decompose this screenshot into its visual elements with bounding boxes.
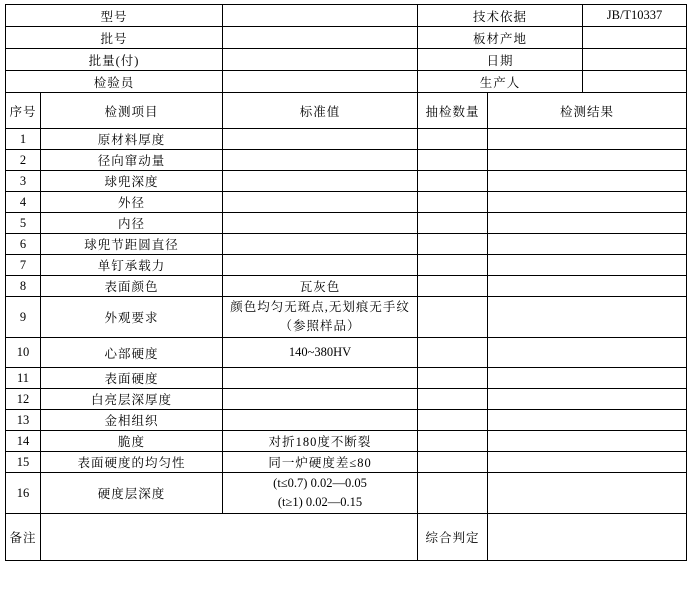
info-row-model [6,5,687,27]
standard-value [223,389,418,410]
item-name: 表面颜色 [41,276,223,297]
sample-qty-cell[interactable] [418,431,488,452]
info-row-batch-no [6,27,687,49]
item-name: 表面硬度 [41,368,223,389]
footer-row [6,514,687,561]
row-no: 16 [6,473,41,514]
batch-qty-value[interactable] [223,49,418,71]
remarks-value[interactable] [41,514,418,561]
inspection-row [6,473,687,514]
date-label: 日期 [418,49,583,71]
inspection-row [6,192,687,213]
result-cell[interactable] [488,473,687,514]
standard-value [223,255,418,276]
item-name: 外观要求 [41,297,223,338]
inspector-label: 检验员 [6,71,223,93]
result-cell[interactable] [488,150,687,171]
tech-standard-value: JB/T10337 [583,5,687,27]
standard-value [223,213,418,234]
item-name: 脆度 [41,431,223,452]
sample-qty-cell[interactable] [418,255,488,276]
info-row-inspector [6,71,687,93]
row-no: 4 [6,192,41,213]
row-no: 5 [6,213,41,234]
row-no: 8 [6,276,41,297]
judgement-label: 综合判定 [418,514,488,561]
item-name: 球兜深度 [41,171,223,192]
inspection-row [6,150,687,171]
standard-value: 瓦灰色 [223,276,418,297]
material-origin-label: 板材产地 [418,27,583,49]
batch-qty-label: 批量(付) [6,49,223,71]
row-no: 6 [6,234,41,255]
row-no: 11 [6,368,41,389]
standard-value [223,368,418,389]
sample-qty-cell[interactable] [418,150,488,171]
standard-line-1: (t≤0.7) 0.02—0.05 [273,476,367,491]
info-row-batch-qty [6,49,687,71]
remarks-label: 备注 [6,514,41,561]
result-cell[interactable] [488,368,687,389]
inspector-value[interactable] [223,71,418,93]
sample-qty-cell[interactable] [418,452,488,473]
batch-no-value[interactable] [223,27,418,49]
inspection-row [6,410,687,431]
row-no: 12 [6,389,41,410]
sample-qty-cell[interactable] [418,410,488,431]
row-no: 15 [6,452,41,473]
standard-value [223,234,418,255]
row-no: 9 [6,297,41,338]
producer-label: 生产人 [418,71,583,93]
material-origin-value[interactable] [583,27,687,49]
sample-qty-cell[interactable] [418,389,488,410]
sample-qty-cell[interactable] [418,297,488,338]
sample-qty-cell[interactable] [418,171,488,192]
item-name: 外径 [41,192,223,213]
standard-value [223,297,418,338]
row-no: 7 [6,255,41,276]
item-name: 硬度层深度 [41,473,223,514]
inspection-form-table [5,4,687,561]
inspection-row [6,389,687,410]
model-label: 型号 [6,5,223,27]
row-no: 2 [6,150,41,171]
standard-value [223,473,418,514]
item-name: 表面硬度的均匀性 [41,452,223,473]
inspection-row [6,368,687,389]
sample-qty-cell[interactable] [418,368,488,389]
row-no: 14 [6,431,41,452]
standard-value [223,150,418,171]
result-cell[interactable] [488,410,687,431]
standard-value: 对折180度不断裂 [223,431,418,452]
result-cell[interactable] [488,129,687,150]
col-header-result: 检测结果 [488,93,687,129]
inspection-row [6,452,687,473]
result-cell[interactable] [488,452,687,473]
sample-qty-cell[interactable] [418,213,488,234]
result-cell[interactable] [488,213,687,234]
item-name: 金相组织 [41,410,223,431]
sample-qty-cell[interactable] [418,129,488,150]
sample-qty-cell[interactable] [418,234,488,255]
sample-qty-cell[interactable] [418,338,488,368]
standard-line-2: （参照样品） [279,319,361,333]
inspection-row [6,431,687,452]
item-name: 心部硬度 [41,338,223,368]
item-name: 径向窜动量 [41,150,223,171]
standard-value: 140~380HV [223,338,418,368]
item-name: 内径 [41,213,223,234]
inspection-row [6,297,687,338]
col-header-standard: 标准值 [223,93,418,129]
item-name: 原材料厚度 [41,129,223,150]
row-no: 13 [6,410,41,431]
result-cell[interactable] [488,389,687,410]
date-value[interactable] [583,49,687,71]
column-header-row [6,93,687,129]
standard-value [223,171,418,192]
sample-qty-cell[interactable] [418,276,488,297]
inspection-row [6,213,687,234]
inspection-row [6,129,687,150]
result-cell[interactable] [488,297,687,338]
batch-no-label: 批号 [6,27,223,49]
inspection-row [6,276,687,297]
standard-line-1: 颜色均匀无斑点,无划痕无手纹 [230,300,410,315]
col-header-qty: 抽检数量 [418,93,488,129]
standard-value [223,410,418,431]
row-no: 10 [6,338,41,368]
row-no: 1 [6,129,41,150]
standard-value: 同一炉硬度差≤80 [223,452,418,473]
inspection-row [6,338,687,368]
tech-standard-label: 技术依据 [418,5,583,27]
producer-value[interactable] [583,71,687,93]
result-cell[interactable] [488,276,687,297]
result-cell[interactable] [488,171,687,192]
item-name: 白亮层深厚度 [41,389,223,410]
col-header-item: 检测项目 [41,93,223,129]
standard-value [223,129,418,150]
inspection-row [6,171,687,192]
standard-value [223,192,418,213]
standard-line-2: (t≥1) 0.02—0.15 [277,495,363,509]
row-no: 3 [6,171,41,192]
model-value[interactable] [223,5,418,27]
result-cell[interactable] [488,234,687,255]
judgement-value[interactable] [488,514,687,561]
result-cell[interactable] [488,431,687,452]
inspection-row [6,234,687,255]
sample-qty-cell[interactable] [418,192,488,213]
result-cell[interactable] [488,338,687,368]
col-header-no: 序号 [6,93,41,129]
inspection-row [6,255,687,276]
item-name: 单钉承载力 [41,255,223,276]
result-cell[interactable] [488,192,687,213]
sample-qty-cell[interactable] [418,473,488,514]
result-cell[interactable] [488,255,687,276]
item-name: 球兜节距圆直径 [41,234,223,255]
